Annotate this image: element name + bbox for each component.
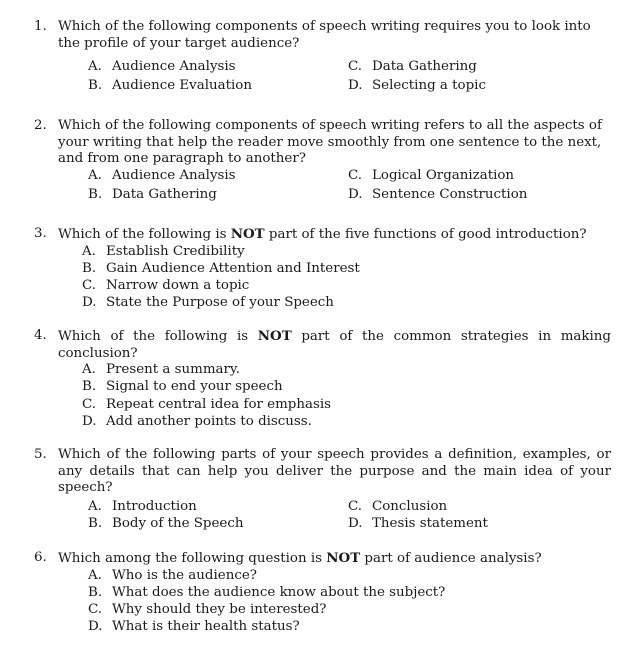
question-stem: Which of the following components of speech writing refers to all the aspects of your writing that help the reader move smoothly from one sentence to the next, and from one paragraph to another?	[58, 118, 602, 166]
question-stem: Which among the following question is NOT part of audience analysis?	[58, 550, 542, 566]
question-number: 6.	[34, 550, 47, 565]
question-number: 3.	[34, 226, 47, 241]
question-stem: Which of the following components of speech writing requires you to look into the profile of your target audience?	[58, 19, 591, 51]
not-emphasis: NOT	[257, 328, 292, 344]
question-stem: Which of the following is NOT part of the five functions of good introduction?	[58, 226, 587, 242]
quiz-page: 1. Which of the following components of speech writing requires you to look into the profile of your target audience? A. Audience Analysis B. Audience Evaluation C. Data Gathering D. Selecting a topic 2. Which of the following components of speech writing refers to all the aspects of your writing that help the reader move smoothly from one sentence to the next, and from one paragraph to another? A. Audience Analysis B. Data Gathering C. Logical Organization D. Sentence Construction 3. Which of the following is NOT part of the five functions of good introduction? A. Establish Credibility B. Gain Audience Attention and Interest C. Narrow down a topic D. State the Purpose of your Speech 4. Which of the following is NOT part of the common strategies in making conclusion? A. Present a summary. B. Signal to end your speech C. Repeat central idea for emphasis D. Add another points to discuss. 5. Which of the following parts of your speech provides a definition, examples, or any details that can help you deliver the purpose and the main idea of your speech? A. Introduction B. Body of the Speech C. Conclusion D. Thesis statement 6. Which among the following question is NOT part of audience analysis? A. Who is the audience? B. What does the audience know about the subject? C. Why should they be interested? D. What is their health status?	[34, 19, 612, 634]
question-stem: Which of the following parts of your speech provides a definition, examples, or any details that can help you deliver the purpose and the main idea of your speech?	[58, 447, 611, 495]
question-number: 4.	[34, 328, 47, 343]
not-emphasis: NOT	[326, 550, 361, 566]
question-number: 2.	[34, 118, 47, 133]
not-emphasis: NOT	[230, 226, 265, 242]
question-stem: Which of the following is NOT part of the common strategies in making conclusion?	[58, 328, 612, 361]
question-number: 5.	[34, 447, 47, 462]
question-number: 1.	[34, 19, 47, 34]
